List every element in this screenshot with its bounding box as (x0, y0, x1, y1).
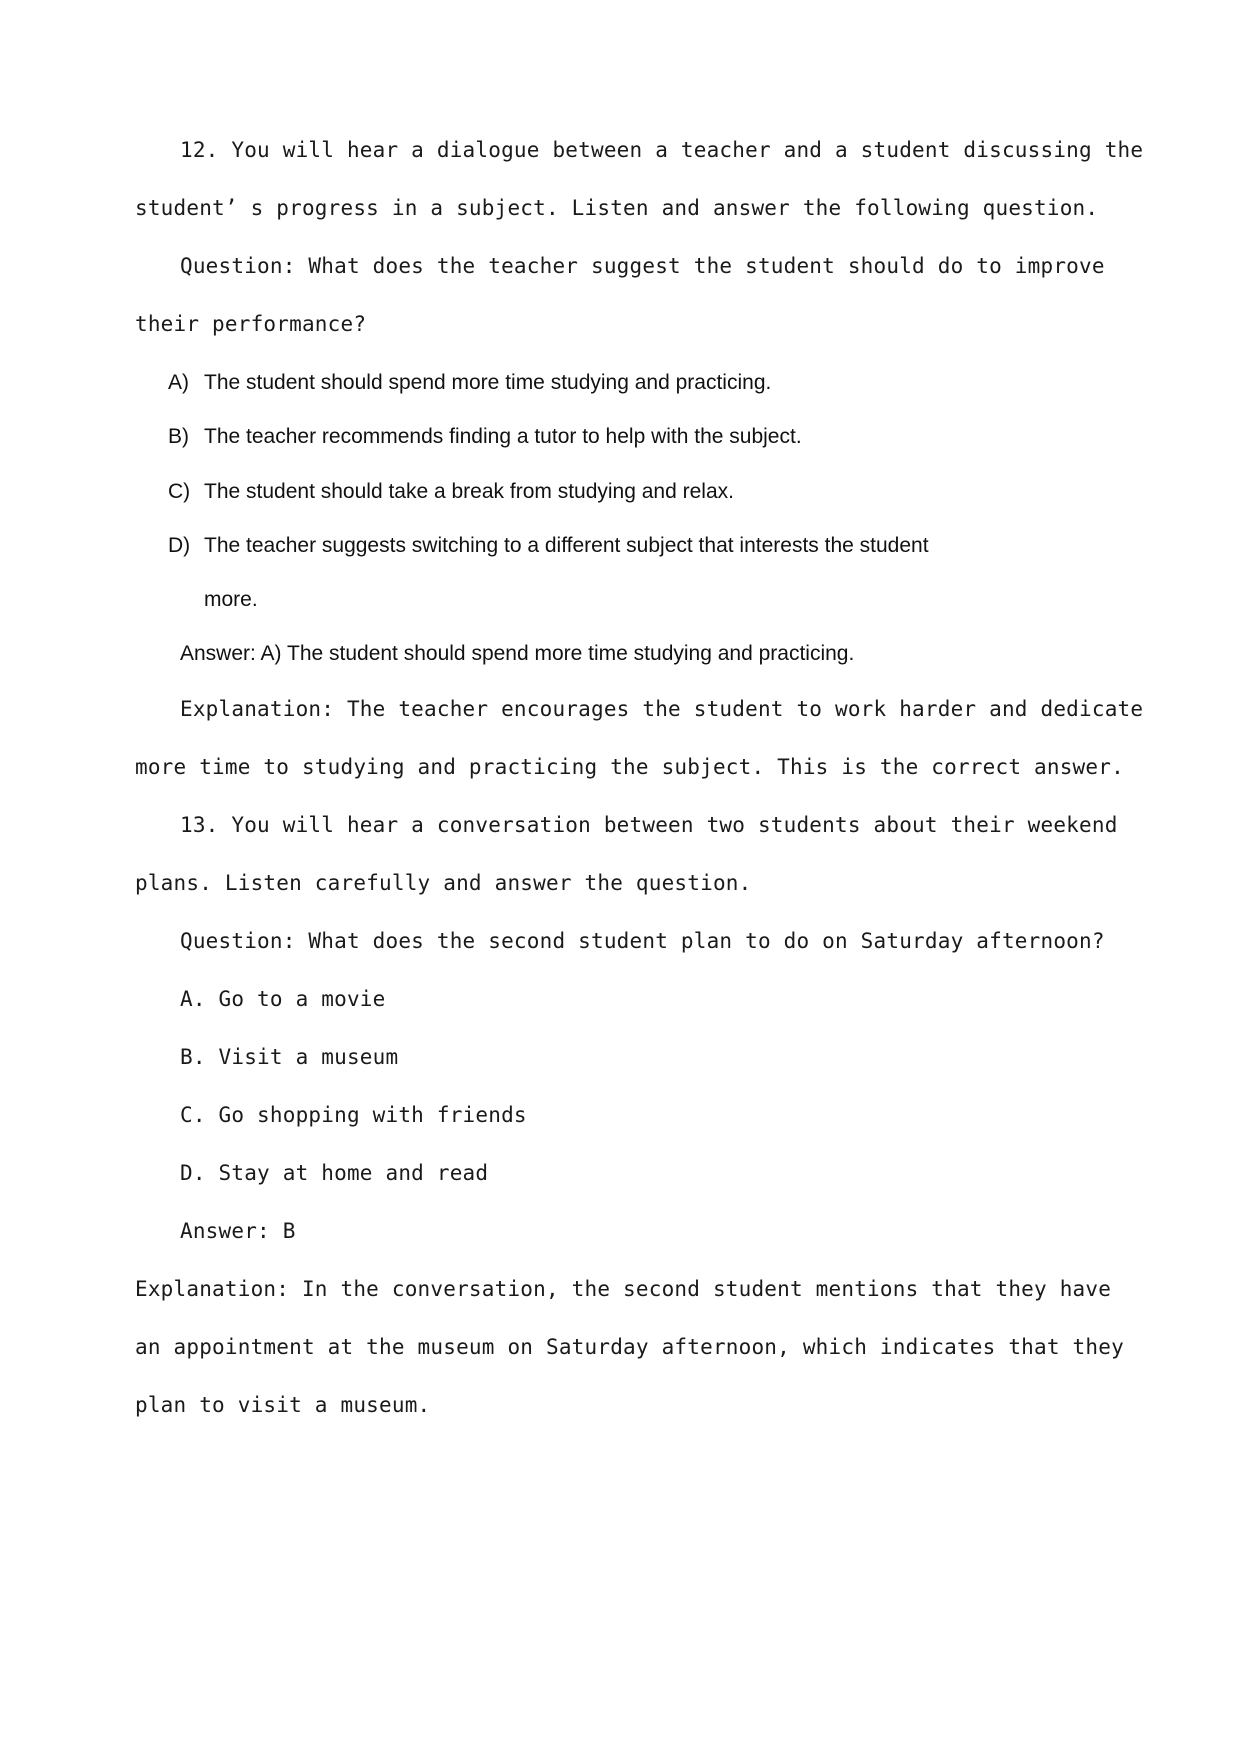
q12-answer: Answer: A) The student should spend more time studying and practicing. (180, 642, 855, 665)
q13-option-a: A. Go to a movie (180, 987, 386, 1011)
q13-explanation-line-2: an appointment at the museum on Saturday afternoon, which indicates that they (135, 1335, 1124, 1359)
q13-explanation-line-1: Explanation: In the conversation, the second student mentions that they have (135, 1277, 1112, 1301)
q13-intro-line-2: plans. Listen carefully and answer the question. (135, 871, 752, 895)
q12-intro-line-1: 12. You will hear a dialogue between a teacher and a student discussing the (180, 138, 1144, 162)
q13-intro-line-1: 13. You will hear a conversation between two students about their weekend (180, 813, 1118, 837)
option-label: B) (168, 425, 189, 448)
option-text: The student should take a break from studying and relax. (204, 480, 734, 503)
q12-option-d-continuation: more. (204, 588, 258, 611)
q13-option-d: D. Stay at home and read (180, 1161, 489, 1185)
q12-intro-line-2: student’ s progress in a subject. Listen and answer the following question. (135, 196, 1099, 220)
option-label: D) (168, 534, 191, 557)
option-text: The student should spend more time studying and practicing. (204, 371, 772, 394)
q13-option-c: C. Go shopping with friends (180, 1103, 527, 1127)
q12-question-line-1: Question: What does the teacher suggest the student should do to improve (180, 254, 1105, 278)
q12-question-line-2: their performance? (135, 312, 367, 336)
option-label: C) (168, 480, 191, 503)
option-text: The teacher recommends finding a tutor to help with the subject. (204, 425, 802, 448)
q13-option-b: B. Visit a museum (180, 1045, 399, 1069)
option-text: The teacher suggests switching to a different subject that interests the student (204, 534, 929, 557)
q13-explanation-line-3: plan to visit a museum. (135, 1393, 431, 1417)
q13-answer: Answer: B (180, 1219, 296, 1243)
q13-question: Question: What does the second student plan to do on Saturday afternoon? (180, 929, 1105, 953)
q12-explanation-line-2: more time to studying and practicing the subject. This is the correct answer. (135, 755, 1124, 779)
option-label: A) (168, 371, 189, 394)
q12-explanation-line-1: Explanation: The teacher encourages the student to work harder and dedicate (180, 697, 1144, 721)
